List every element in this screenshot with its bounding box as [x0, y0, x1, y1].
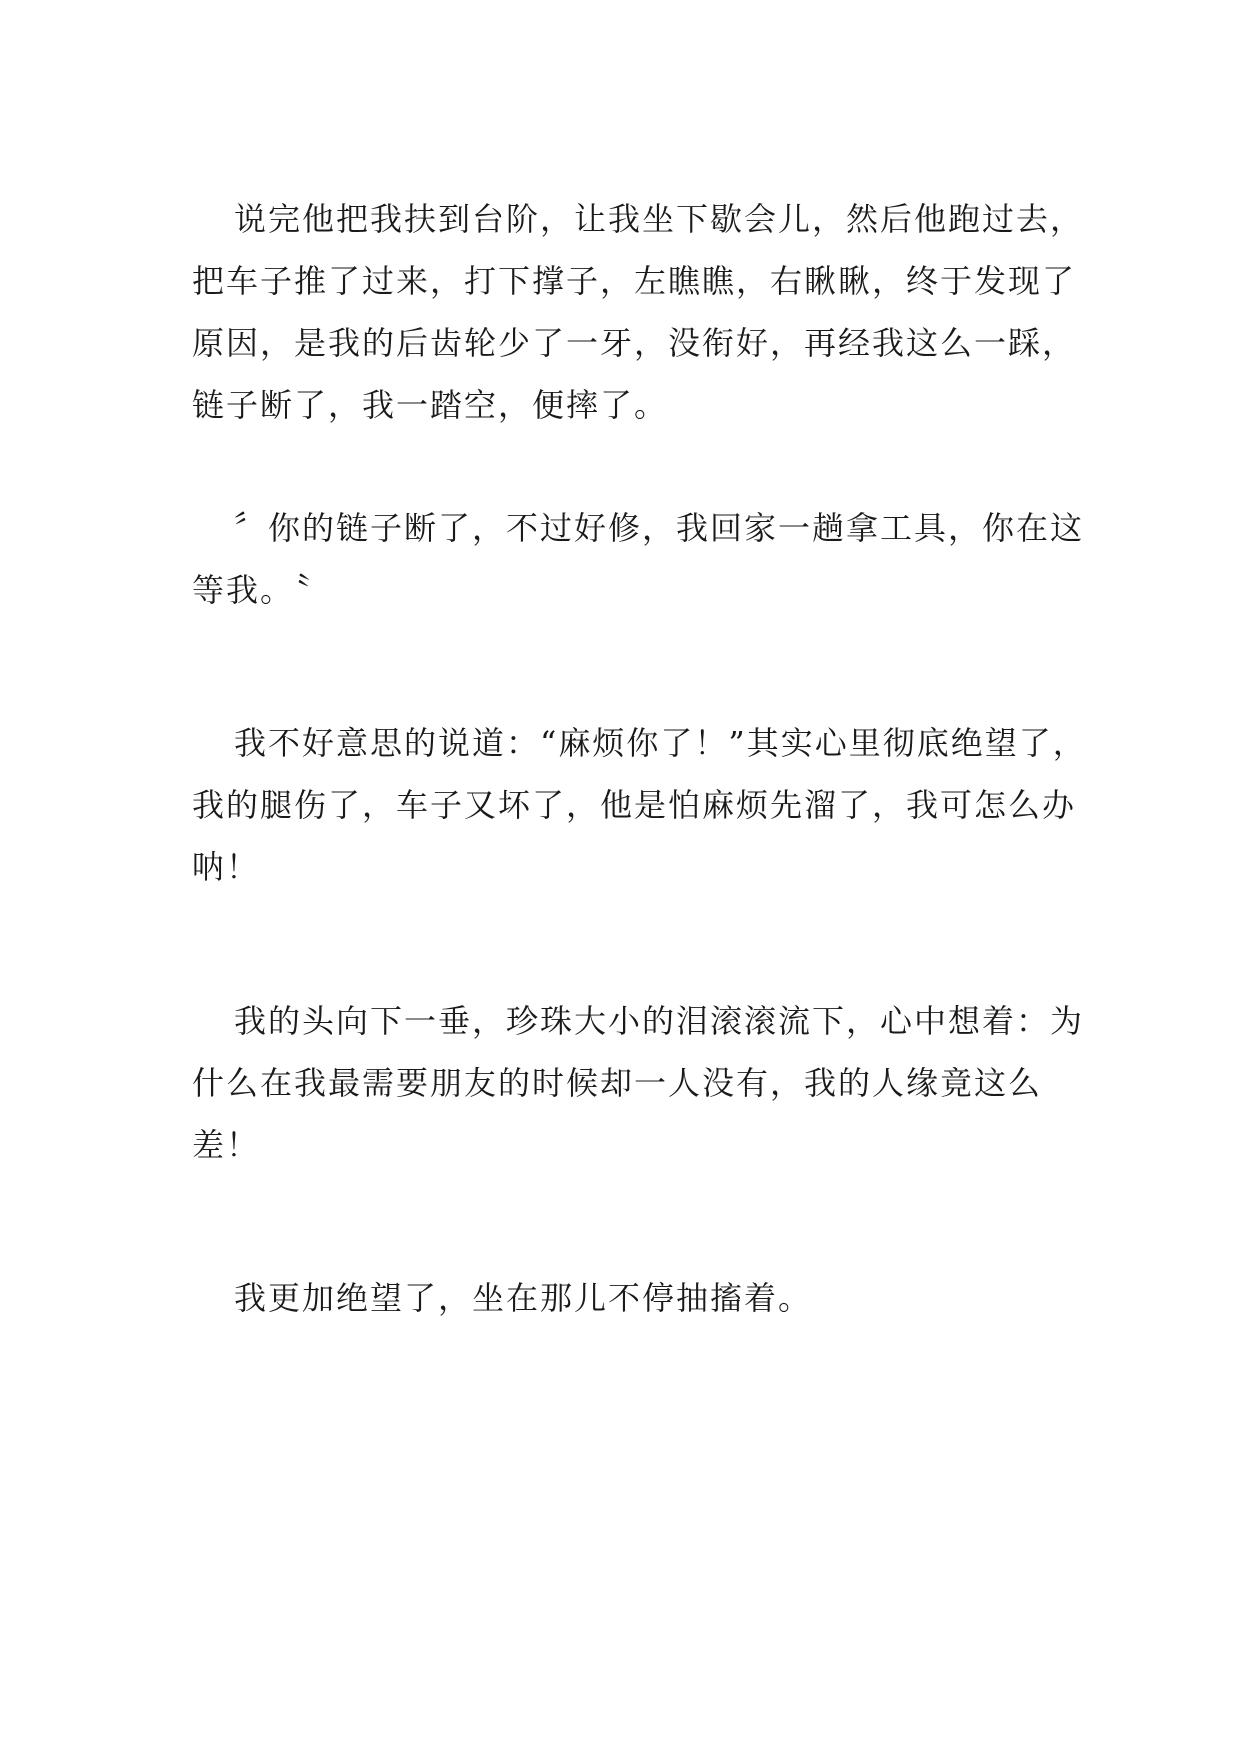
- paragraph-2: [192, 497, 1085, 621]
- text-line: 链子断了，我一踏空，便摔了。: [192, 386, 669, 424]
- text-line: 我不好意思的说道：“麻烦你了！”其实心里彻底绝望了，: [234, 724, 1087, 762]
- text-line: 等我。〝: [192, 571, 313, 609]
- text-line: 原因，是我的后齿轮少了一牙，没衔好，再经我这么一踩，: [192, 324, 1077, 362]
- paragraph-5: [192, 1267, 1072, 1329]
- text-line: 〞你的链子断了，不过好修，我回家一趟拿工具，你在这: [234, 509, 1085, 547]
- text-line: 我的头向下一垂，珍珠大小的泪滚滚流下，心中想着：为: [234, 1002, 1085, 1040]
- paragraph-4: [192, 990, 1085, 1176]
- text-line: 我的腿伤了，车子又坏了，他是怕麻烦先溜了，我可怎么办: [192, 786, 1077, 824]
- text-line: 呐！: [192, 848, 261, 886]
- text-line: 把车子推了过来，打下撑子，左瞧瞧，右瞅瞅，终于发现了: [192, 262, 1077, 300]
- paragraph-1: [192, 188, 1085, 436]
- text-line: 差！: [192, 1126, 261, 1164]
- text-line: 我更加绝望了，坐在那儿不停抽搐着。: [234, 1279, 813, 1317]
- text-line: 什么在我最需要朋友的时候却一人没有，我的人缘竟这么: [192, 1064, 1043, 1102]
- paragraph-3: [192, 712, 1087, 898]
- text-line: 说完他把我扶到台阶，让我坐下歇会儿，然后他跑过去，: [234, 200, 1085, 238]
